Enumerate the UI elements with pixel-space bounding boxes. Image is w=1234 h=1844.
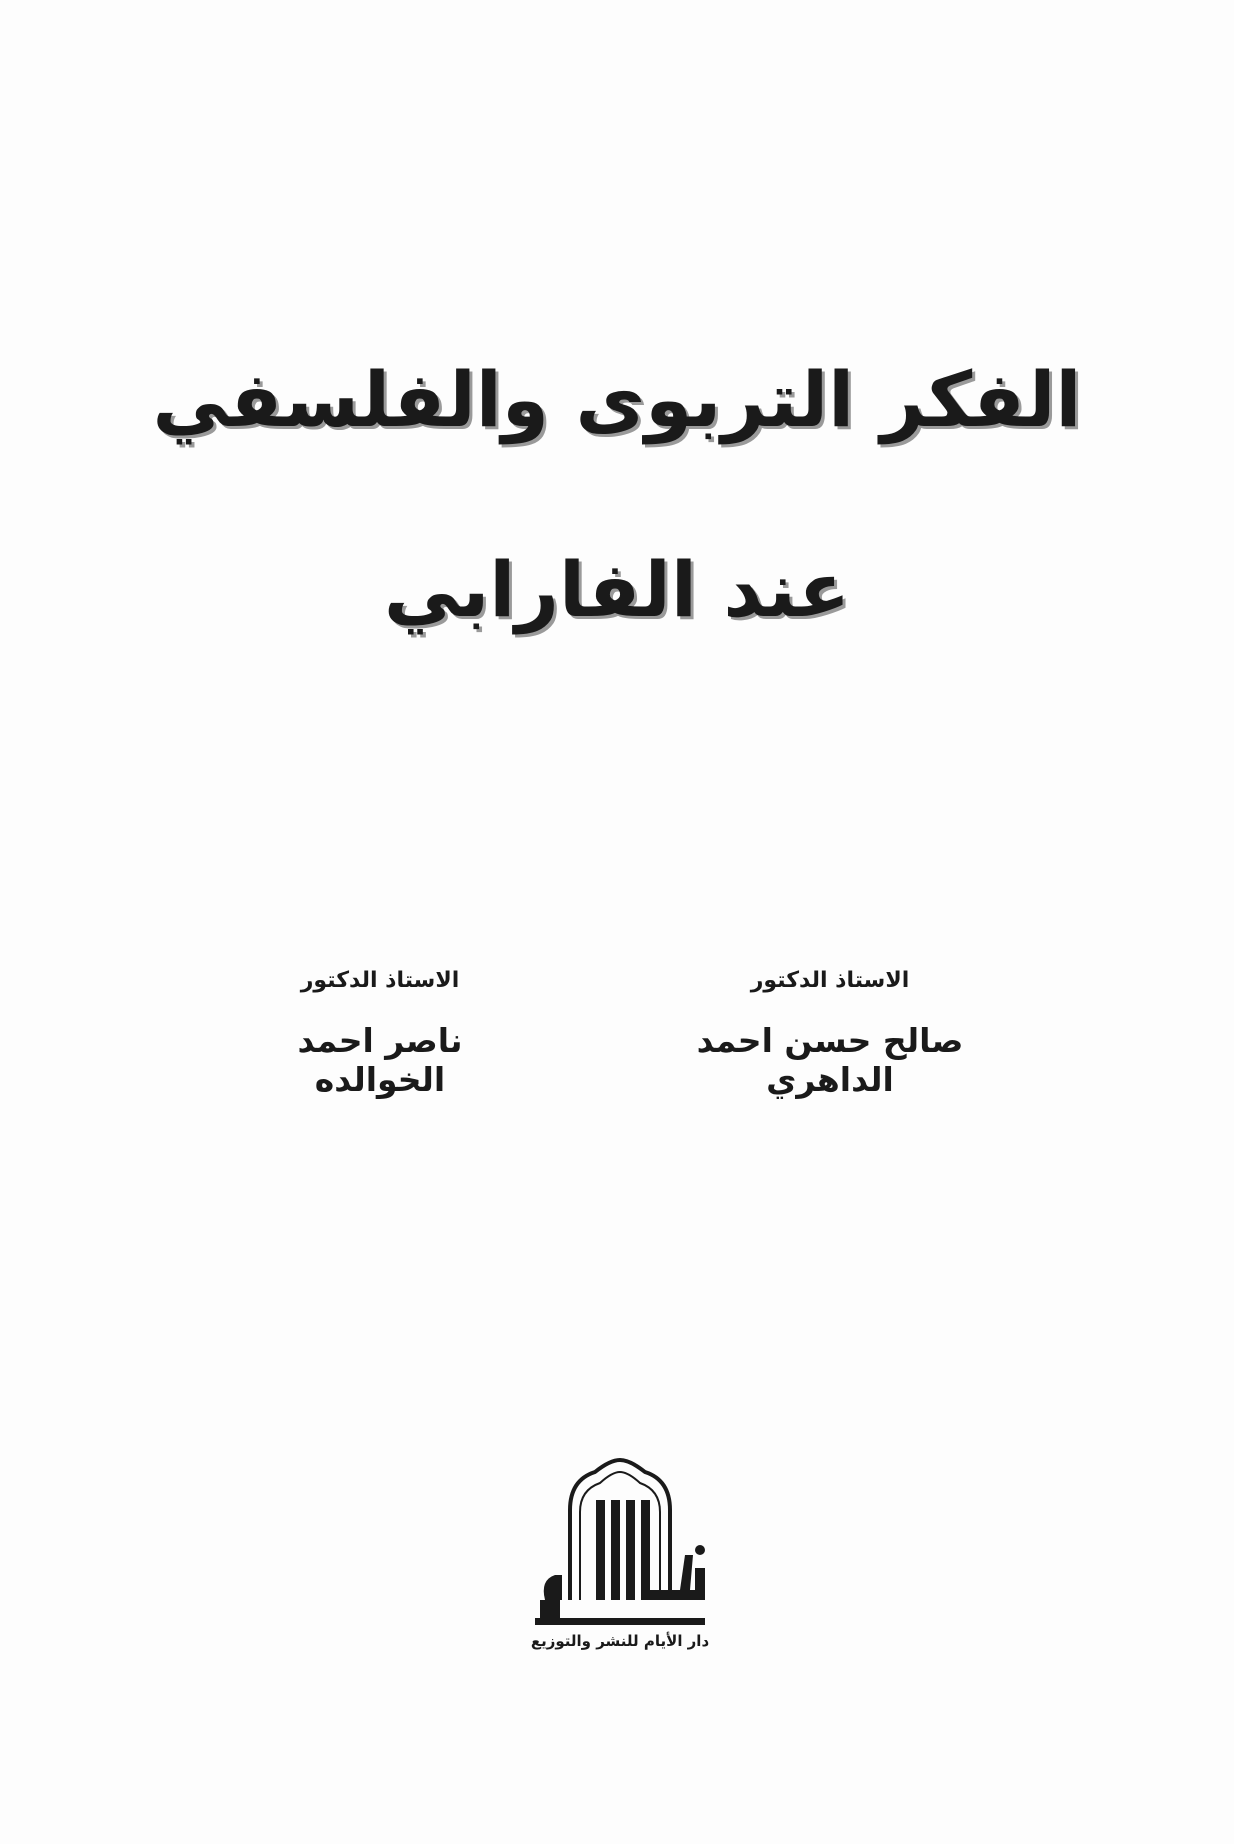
author-1-name: صالح حسن احمد الداهري <box>696 1021 964 1099</box>
publisher-caption: دار الأيام للنشر والتوزيع <box>530 1632 710 1650</box>
book-title-line-1: الفكر التربوى والفلسفي <box>152 355 1082 444</box>
book-title-line-2: عند الفارابي <box>383 545 851 634</box>
author-2-role: الاستاذ الدكتور <box>300 968 460 993</box>
publisher-logo <box>500 1450 740 1650</box>
author-1-role: الاستاذ الدكتور <box>750 968 910 993</box>
author-1 <box>660 968 1000 1099</box>
author-2-name: ناصر احمد الخوالده <box>297 1021 463 1099</box>
author-2 <box>230 968 530 1099</box>
